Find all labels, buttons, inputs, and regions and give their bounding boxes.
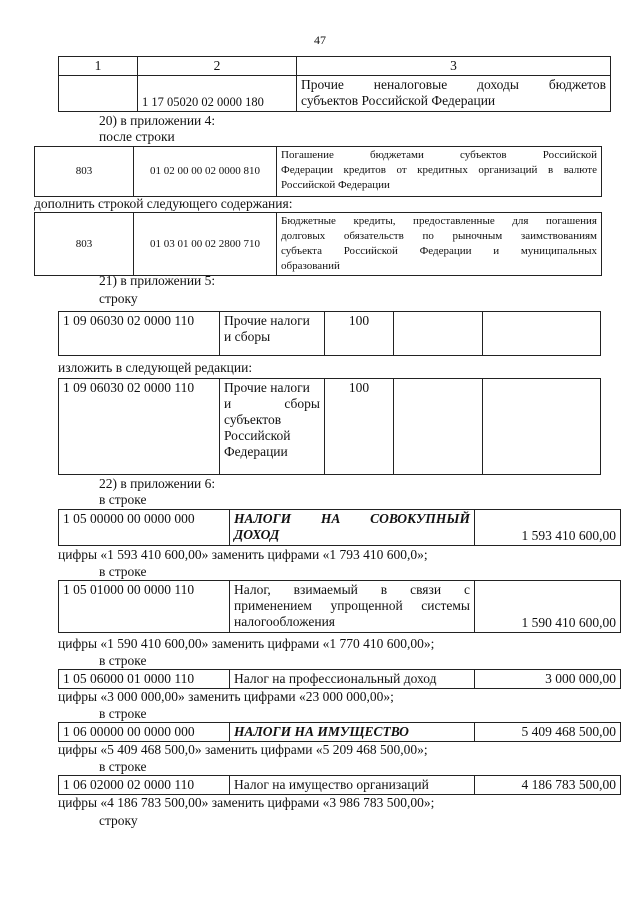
- admin-code-cell: 803: [35, 147, 134, 197]
- code-cell: 1 09 06030 02 0000 110: [59, 379, 220, 475]
- name-cell: [220, 312, 325, 356]
- name-line: НАЛОГИ НА СОВОКУПНЫЙ: [234, 511, 470, 526]
- code-cell: 1 06 00000 00 0000 000: [59, 723, 230, 742]
- name-line: налогообложения: [234, 614, 336, 629]
- table-header-1: 1: [59, 57, 138, 76]
- appendix-6-row-4: [58, 722, 621, 742]
- empty-cell: [59, 76, 138, 112]
- amount-cell: 4 186 783 500,00: [475, 776, 621, 795]
- value-cell: 100: [325, 379, 394, 475]
- name-line: [224, 396, 320, 412]
- name-line: Налог, взимаемый в связи с: [234, 582, 470, 597]
- code-cell: 01 02 00 00 02 0000 810: [134, 147, 277, 197]
- name-line: Погашение бюджетами субъектов Российской: [281, 149, 597, 161]
- name-line: ДОХОД: [234, 527, 280, 542]
- appendix-4-table-1: [34, 146, 602, 197]
- appendix-5-table-1: [58, 311, 601, 356]
- name-cell: Налог на профессиональный доход: [230, 670, 475, 689]
- in-row-text: в строке: [99, 759, 147, 774]
- name-cell: [277, 213, 602, 276]
- name-line: Федерации: [224, 444, 288, 459]
- empty-cell: [483, 312, 601, 356]
- appendix-6-row-2: [58, 580, 621, 633]
- row-word-text: строку: [99, 291, 138, 306]
- section-20-heading: 20) в приложении 4:: [99, 113, 216, 128]
- replace-text: цифры «5 409 468 500,0» заменить цифрами «5 209 468 500,00»;: [58, 742, 428, 757]
- empty-cell: [394, 379, 483, 475]
- code-cell: 1 06 02000 02 0000 110: [59, 776, 230, 795]
- name-cell: [220, 379, 325, 475]
- replace-text: цифры «4 186 783 500,00» заменить цифрами «3 986 783 500,00»;: [58, 795, 435, 810]
- code-cell: 01 03 01 00 02 2800 710: [134, 213, 277, 276]
- appendix-4-table-2: [34, 212, 602, 276]
- table-header-2: 2: [138, 57, 297, 76]
- name-line: Прочие налоги: [224, 380, 310, 395]
- appendix-6-row-5: [58, 775, 621, 795]
- empty-cell: [483, 379, 601, 475]
- appendix-6-row-1: [58, 509, 621, 546]
- replace-text: цифры «3 000 000,00» заменить цифрами «23 000 000,00»;: [58, 689, 394, 704]
- amount-cell: 1 590 410 600,00: [475, 581, 621, 633]
- name-line: Прочие налоги: [224, 313, 310, 328]
- name-cell: [297, 76, 611, 112]
- name-cell: [277, 147, 602, 197]
- table-header-3: 3: [297, 57, 611, 76]
- after-rows-text: после строки: [99, 129, 175, 144]
- name-cell: Налог на имущество организаций: [230, 776, 475, 795]
- value-cell: 100: [325, 312, 394, 356]
- amount-cell: 5 409 468 500,00: [475, 723, 621, 742]
- name-cell: [230, 581, 475, 633]
- name-word: сборы: [284, 396, 320, 411]
- name-line: Бюджетные кредиты, предоставленные для погашения: [281, 215, 597, 227]
- name-line: Прочие неналоговые доходы бюджетов: [301, 77, 606, 92]
- replace-text: цифры «1 593 410 600,00» заменить цифрами «1 793 410 600,0»;: [58, 547, 428, 562]
- replace-text: цифры «1 590 410 600,00» заменить цифрами «1 770 410 600,00»;: [58, 636, 435, 651]
- empty-cell: [394, 312, 483, 356]
- amount-cell: 1 593 410 600,00: [475, 510, 621, 546]
- name-line: субъектов Российской Федерации: [301, 93, 496, 108]
- name-line: и сборы: [224, 329, 271, 344]
- add-row-text: дополнить строкой следующего содержания:: [34, 196, 293, 211]
- name-word: и: [224, 396, 232, 411]
- admin-code-cell: 803: [35, 213, 134, 276]
- redaction-text: изложить в следующей редакции:: [58, 360, 253, 375]
- section-21-heading: 21) в приложении 5:: [99, 273, 216, 288]
- code-cell: 1 05 01000 00 0000 110: [59, 581, 230, 633]
- name-line: образований: [281, 260, 340, 272]
- code-cell: 1 09 06030 02 0000 110: [59, 312, 220, 356]
- amount-cell: 3 000 000,00: [475, 670, 621, 689]
- in-row-text: в строке: [99, 564, 147, 579]
- name-line: долговых обязательств по рыночным заимствованиям: [281, 230, 597, 242]
- appendix-5-table-2: [58, 378, 601, 475]
- name-line: Федерации кредитов от кредитных организаций в валюте: [281, 164, 597, 176]
- name-line: Российской: [224, 428, 291, 443]
- name-cell: [230, 510, 475, 546]
- in-row-text: в строке: [99, 706, 147, 721]
- name-line: субъекта Российской Федерации и муниципальных: [281, 245, 597, 257]
- name-line: применением упрощенной системы: [234, 598, 470, 613]
- section-22-heading: 22) в приложении 6:: [99, 476, 216, 491]
- code-cell: 1 05 06000 01 0000 110: [59, 670, 230, 689]
- code-cell: 1 17 05020 02 0000 180: [138, 76, 297, 112]
- final-row-word: строку: [99, 813, 138, 828]
- appendix-6-row-3: [58, 669, 621, 689]
- code-cell: 1 05 00000 00 0000 000: [59, 510, 230, 546]
- in-row-text: в строке: [99, 492, 147, 507]
- top-table: [58, 56, 611, 112]
- name-line: субъектов: [224, 412, 282, 427]
- page-number: 47: [314, 33, 326, 47]
- in-row-text: в строке: [99, 653, 147, 668]
- name-cell: НАЛОГИ НА ИМУЩЕСТВО: [230, 723, 475, 742]
- name-line: Российской Федерации: [281, 179, 390, 191]
